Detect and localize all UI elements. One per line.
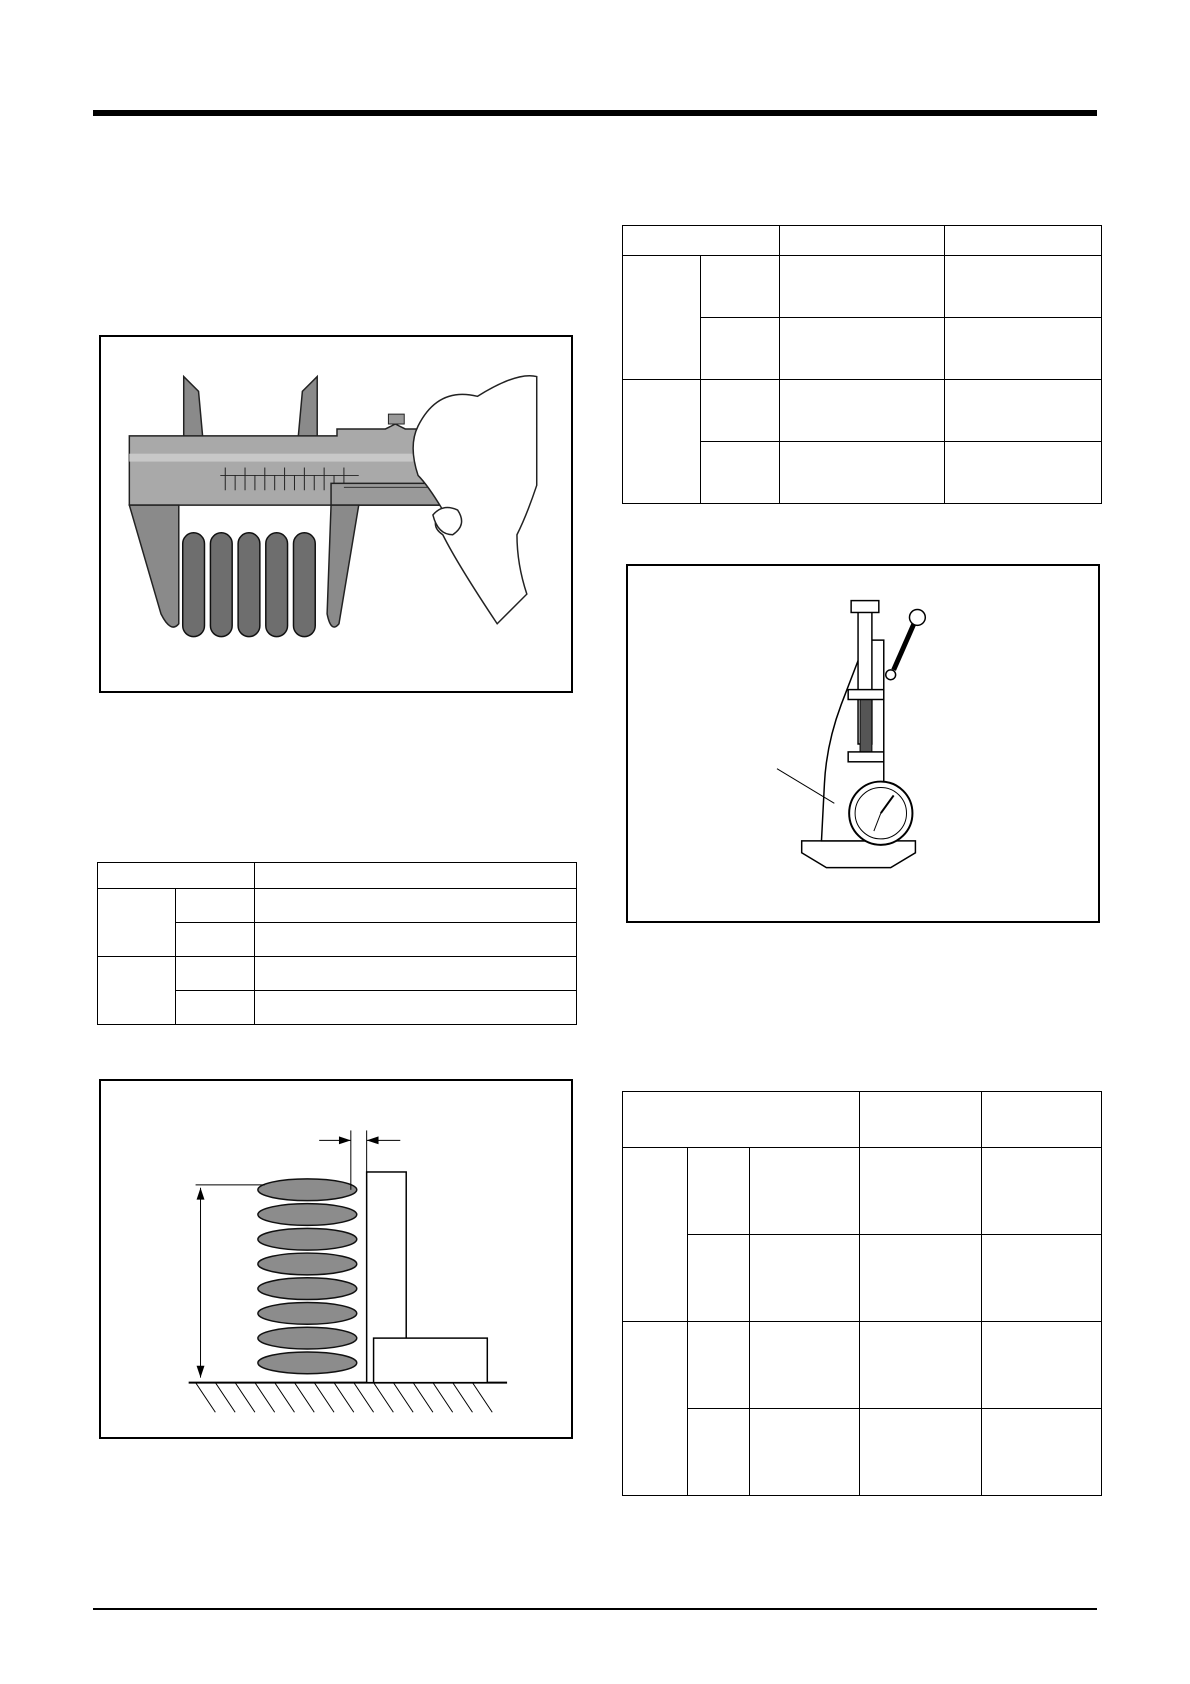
- table-cell: [982, 1148, 1102, 1235]
- table-free-length: [97, 862, 577, 1025]
- table-cell: [701, 380, 780, 442]
- table-cell: [860, 1092, 982, 1148]
- table-cell: [701, 442, 780, 504]
- table-cell: [688, 1235, 750, 1322]
- table-cell: [860, 1148, 982, 1235]
- table-cell: [98, 889, 176, 957]
- table-cell: [255, 991, 577, 1025]
- table-cell: [982, 1409, 1102, 1496]
- table-cell: [98, 863, 255, 889]
- table-cell: [623, 1322, 688, 1496]
- table-cell: [945, 380, 1102, 442]
- table-cell: [750, 1148, 860, 1235]
- figure-spring-tester: [626, 564, 1100, 923]
- table-cell: [98, 957, 176, 1025]
- table-cell: [982, 1322, 1102, 1409]
- table-cell: [255, 923, 577, 957]
- table-cell: [945, 318, 1102, 380]
- table-cell: [750, 1235, 860, 1322]
- table-cell: [623, 256, 701, 380]
- table-cell: [780, 380, 945, 442]
- spring-tester-illustration: [628, 566, 1098, 921]
- table-cell: [176, 889, 255, 923]
- caliper-illustration: [101, 337, 571, 691]
- table-cell: [780, 226, 945, 256]
- table-cell: [176, 957, 255, 991]
- table-cell: [780, 442, 945, 504]
- footer-rule: [93, 1608, 1097, 1610]
- table-cell: [982, 1235, 1102, 1322]
- table-cell: [688, 1409, 750, 1496]
- table-cell: [982, 1092, 1102, 1148]
- table-cell: [945, 256, 1102, 318]
- table-cell: [750, 1409, 860, 1496]
- table-cell: [688, 1322, 750, 1409]
- table-cell: [623, 380, 701, 504]
- figure-spring-squareness: [99, 1079, 573, 1439]
- table-cell: [623, 226, 780, 256]
- table-load: [622, 1091, 1102, 1496]
- squareness-illustration: [101, 1081, 571, 1437]
- table-cell: [255, 863, 577, 889]
- table-cell: [701, 318, 780, 380]
- figure-caliper-measurement: [99, 335, 573, 693]
- table-cell: [860, 1322, 982, 1409]
- table-cell: [623, 1092, 860, 1148]
- table-cell: [945, 442, 1102, 504]
- table-cell: [750, 1322, 860, 1409]
- table-cell: [860, 1235, 982, 1322]
- table-cell: [860, 1409, 982, 1496]
- table-cell: [255, 889, 577, 923]
- table-squareness: [622, 225, 1102, 504]
- table-cell: [945, 226, 1102, 256]
- table-cell: [701, 256, 780, 318]
- table-cell: [780, 318, 945, 380]
- table-cell: [255, 957, 577, 991]
- table-cell: [623, 1148, 688, 1322]
- table-cell: [176, 991, 255, 1025]
- table-cell: [780, 256, 945, 318]
- table-cell: [688, 1148, 750, 1235]
- table-cell: [176, 923, 255, 957]
- header-rule: [93, 110, 1097, 116]
